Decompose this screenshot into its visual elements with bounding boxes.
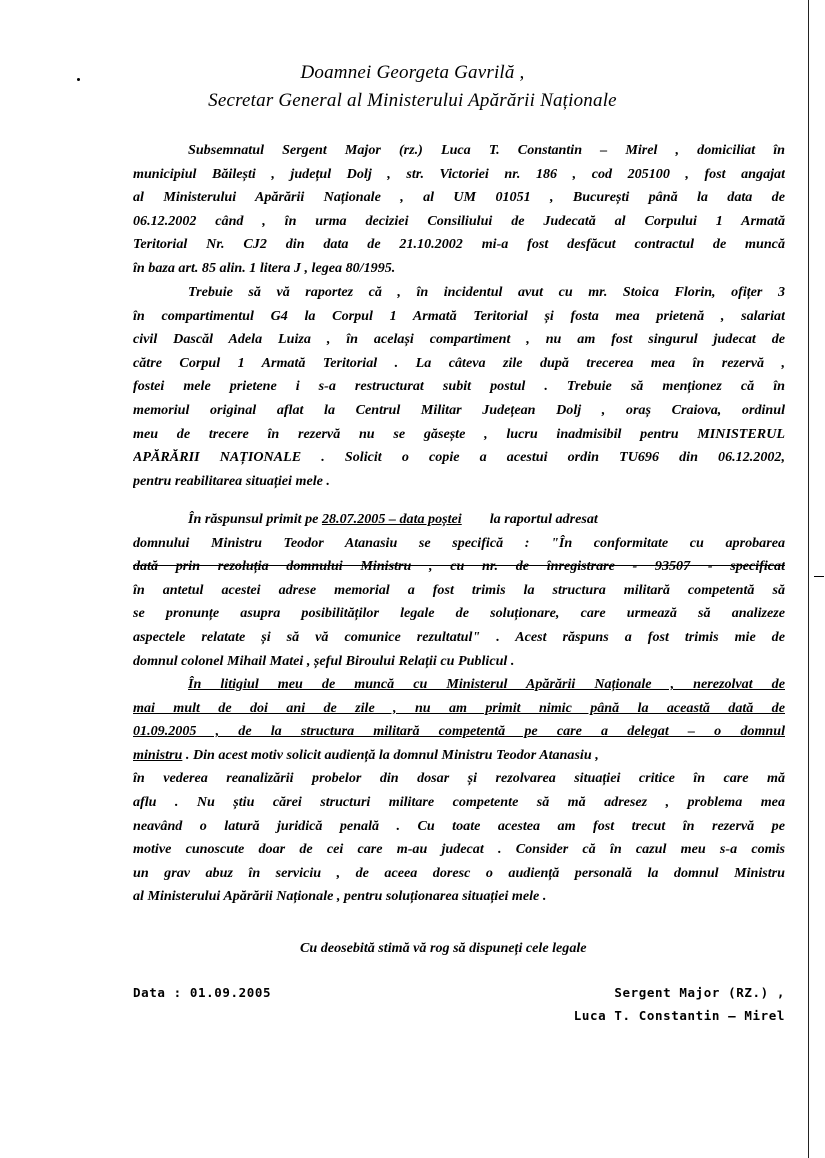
text-line: un grav abuz în serviciu , de aceea doresc o audiență personală la domnul Ministru — [133, 864, 785, 881]
text-line: al Ministerului Apărării Naționale , al UM 01051 , București până la data de — [133, 189, 785, 206]
underlined-fragment: ministru — [133, 746, 183, 763]
text-line: aflu . Nu știu cărei structuri militare competente să mă adresez , problema mea — [133, 793, 785, 810]
text-line: Trebuie să vă raportez că , în incidentul avut cu mr. Stoica Florin, ofițer 3 — [188, 284, 785, 300]
text-line: 06.12.2002 când , în urma deciziei Consiliului de Judecată al Corpului 1 Armată — [133, 212, 785, 229]
text-line — [133, 508, 785, 532]
text-fragment: la raportul adresat — [489, 511, 598, 527]
signatory-name: Luca T. Constantin – Mirel — [573, 1008, 785, 1023]
scan-edge-mark — [814, 576, 824, 577]
recipient-name: Doamnei Georgeta Gavrilă , — [300, 62, 525, 83]
text-line: civil Dascăl Adela Luiza , în același compartiment , nu am fost singurul judecat de — [133, 331, 785, 348]
text-line — [133, 744, 785, 768]
text-line: Subsemnatul Sergent Major (rz.) Luca T. Constantin – Mirel , domiciliat în — [188, 142, 785, 158]
closing-formula: Cu deosebită stimă vă rog să dispuneți cele legale — [300, 940, 587, 956]
text-line: se pronunțe asupra posibilităților legale de soluționare, care urmează să analizeze — [133, 605, 785, 622]
text-line: în compartimentul G4 la Corpul 1 Armată Teritorial și fosta mea prietenă , salariat — [133, 307, 785, 324]
text-line: în antetul acestei adrese memorial a fost trimis la structura militară competentă să — [133, 581, 785, 598]
paragraph-3 — [133, 508, 785, 673]
underlined-date: 28.07.2005 – data poștei — [321, 511, 462, 527]
paragraph-4 — [133, 673, 785, 909]
text-line: fostei mele prietene i s-a restructurat subit postul . Trebuie să menționez că în — [133, 378, 785, 395]
text-fragment: . Din acest motiv solicit audiență la domnul Ministru Teodor Atanasiu , — [185, 746, 599, 763]
text-line: domnul colonel Mihail Matei , șeful Biroului Relații cu Publicul . — [133, 652, 515, 669]
recipient-title: Secretar General al Ministerului Apărării Naționale — [208, 90, 617, 111]
text-line: în vederea reanalizării probelor din dosar și rezolvarea situației critice în care mă — [133, 770, 785, 787]
text-line: meu de trecere în rezervă nu se găsește , lucru inadmisibil pentru MINISTERUL — [133, 425, 785, 442]
text-line: aspectele relatate și să vă comunice rezultatul" . Acest răspuns a fost trimis mie de — [133, 628, 785, 645]
paragraph-1 — [133, 139, 785, 281]
text-line-underlined: mai mult de doi ani de zile , nu am primit nimic până la această dată de — [133, 699, 785, 716]
text-line: pentru reabilitarea situației mele . — [133, 472, 330, 489]
text-line: APĂRĂRII NAȚIONALE . Solicit o copie a acestui ordin TU696 din 06.12.2002, — [133, 449, 785, 466]
text-line: domnului Ministru Teodor Atanasiu se specifică : "În conformitate cu aprobarea — [133, 534, 785, 551]
paragraph-2 — [133, 281, 785, 493]
text-line: municipiul Băilești , județul Dolj , str. Victoriei nr. 186 , cod 205100 , fost angajat — [133, 165, 785, 182]
signatory-rank: Sergent Major (RZ.) , — [614, 985, 785, 1000]
text-line: neavând o latură juridică penală . Cu toate acestea am fost trecut în rezervă pe — [133, 817, 785, 834]
text-line: al Ministerului Apărării Naționale , pentru soluționarea situației mele . — [133, 888, 547, 905]
text-line-underlined: În litigiul meu de muncă cu Ministerul Apărării Naționale , nerezolvat de — [188, 676, 785, 692]
text-line-struck: dată prin rezoluția domnului Ministru , cu nr. de înregistrare - 93507 - specificat — [133, 558, 785, 575]
text-line: în baza art. 85 alin. 1 litera J , legea 80/1995. — [133, 259, 396, 276]
text-line: către Corpul 1 Armată Teritorial . La câteva zile după trecerea mea în rezervă , — [133, 354, 785, 371]
text-line-underlined: 01.09.2005 , de la structura militară competentă pe care a delegat – o domnul — [133, 723, 785, 740]
letter-date: Data : 01.09.2005 — [133, 985, 272, 1000]
text-fragment: În răspunsul primit pe — [188, 511, 319, 527]
scan-edge-line — [808, 0, 809, 1158]
text-line: memoriul original aflat la Centrul Militar Județean Dolj , oraș Craiova, ordinul — [133, 401, 785, 418]
text-line: motive cunoscute doar de cei care m-au judecat . Consider că în cazul meu s-a comis — [133, 841, 785, 858]
text-line: Teritorial Nr. CJ2 din data de 21.10.2002 mi-a fost desfăcut contractul de muncă — [133, 236, 785, 253]
